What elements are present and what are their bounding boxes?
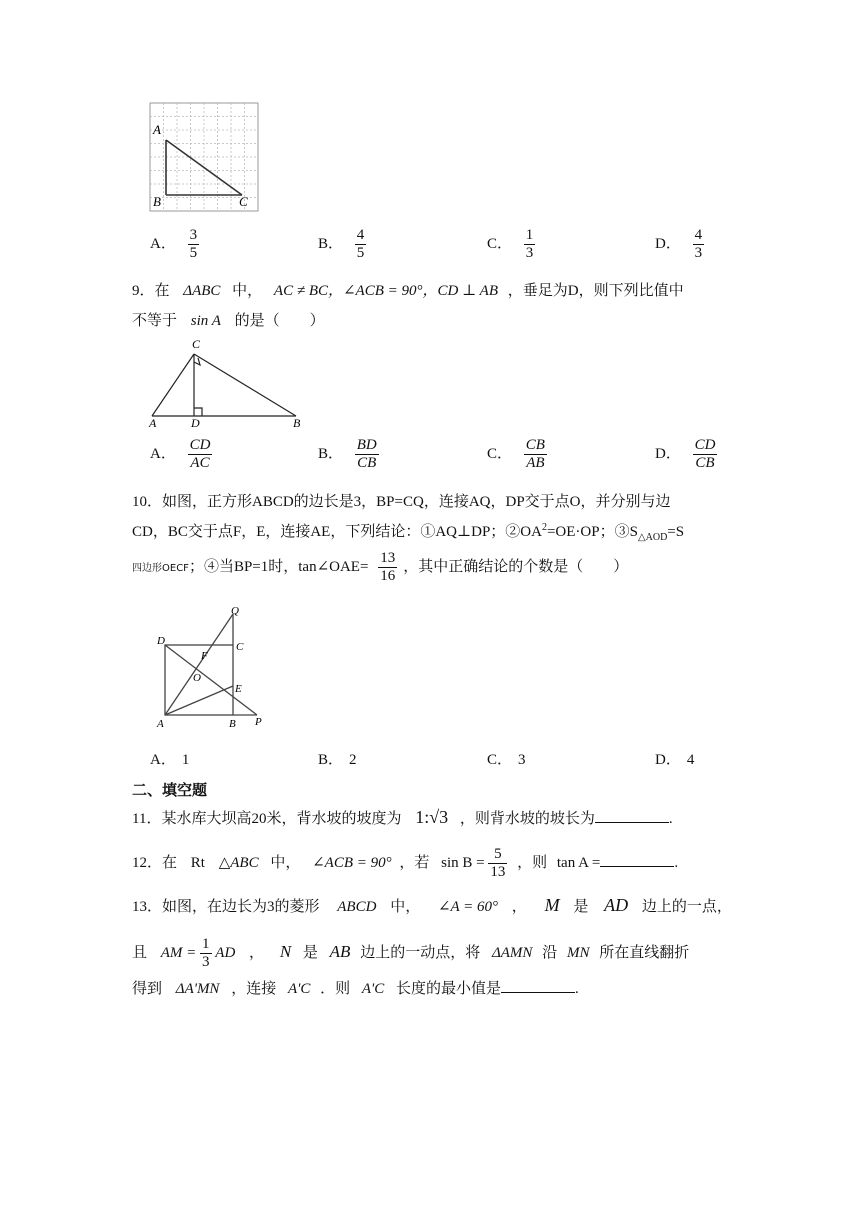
q10-stem-line3: 四边形OECF；④当BP=1时，tan∠OAE= $\frac{13}{16}$ ，其中正确结论的个数是（ ）	[132, 550, 629, 585]
q10-label-f: F	[201, 650, 208, 662]
q8-option-a[interactable]: A． $\frac{3}{5}$	[150, 227, 198, 262]
q9-stem-line1: 9．在 ΔABC 中， AC ≠ BC，∠ACB = 90°，CD ⊥ AB ，垂足为D，则下列比值中	[132, 283, 684, 299]
q9-label-a: A	[149, 416, 157, 430]
q13-answer-blank[interactable]	[501, 978, 575, 993]
q8-label-b: B	[153, 194, 161, 209]
q10-option-a[interactable]: A． 1	[150, 752, 190, 768]
q10-label-e: E	[235, 683, 242, 695]
q10-stem-line2: CD，BC交于点F，E，连接AE，下列结论：①AQ⊥DP；$②OA^2=OE\cdot OP$；$③S_{\triangle AOD}=S$	[132, 522, 685, 543]
q13-stem-line3: 得到 ΔA'MN ，连接 A'C ．则 A'C 长度的最小值是 .	[132, 977, 579, 998]
q8-option-b[interactable]: B． $\frac{4}{5}$	[318, 227, 365, 262]
q10-square-figure	[155, 604, 280, 734]
q10-label-d: D	[157, 635, 165, 647]
q10-option-b[interactable]: B． 2	[318, 752, 357, 768]
q10-label-q: Q	[231, 605, 239, 617]
q8-label-a: A	[153, 122, 161, 137]
q9-triangle-figure	[146, 334, 306, 430]
q13-stem-line2: 且 AM = $\frac{1}{3}$ AD ， N 是 AB 边上的一动点，将 ΔAMN 沿 MN 所在直线翻折	[132, 936, 690, 971]
q12-stem: 12．在 Rt △ABC 中， ∠ACB = 90° ，若 sin B = $\frac{5}{13}$ ，则 tan A = .	[132, 846, 679, 881]
q10-stem-line1: 10．如图，正方形ABCD的边长是3，BP=CQ，连接AQ，DP交于点O，并分别与边	[132, 494, 671, 510]
q8-option-d[interactable]: D． $\frac{4}{3}$	[655, 227, 703, 262]
q9-option-b[interactable]: B． $\frac{BD}{CB}$	[318, 437, 377, 472]
q10-option-d[interactable]: D． 4	[655, 752, 695, 768]
q10-label-a: A	[157, 718, 164, 730]
q13-stem-line1: 13．如图，在边长为3的菱形 ABCD 中， ∠A = 60° ， M 是 AD 边上的一点，	[132, 895, 732, 915]
q9-stem-line2: 不等于 sin A 的是（ ）	[132, 313, 325, 329]
section-heading-fill-in: 二、填空题	[132, 781, 208, 799]
q11-answer-blank[interactable]	[595, 808, 669, 823]
q9-label-b: B	[293, 416, 301, 430]
q8-option-c[interactable]: C． $\frac{1}{3}$	[487, 227, 534, 262]
q8-label-c: C	[239, 194, 248, 209]
q9-option-a[interactable]: A． $\frac{CD}{AC}$	[150, 437, 211, 472]
q10-label-b: B	[229, 718, 236, 730]
q9-option-d[interactable]: D． $\frac{CD}{CB}$	[655, 437, 716, 472]
q8-grid-figure	[147, 100, 262, 215]
q10-label-c: C	[236, 641, 244, 653]
q9-option-c[interactable]: C． $\frac{CB}{AB}$	[487, 437, 545, 472]
q11-stem: 11．某水库大坝高20米，背水坡的坡度为 1:√3 ，则背水坡的坡长为 .	[132, 807, 673, 827]
q10-option-c[interactable]: C． 3	[487, 752, 526, 768]
q9-label-d: D	[191, 416, 200, 430]
q9-label-c: C	[192, 337, 201, 351]
q10-label-o: O	[193, 672, 201, 684]
q12-answer-blank[interactable]	[600, 852, 674, 867]
q10-label-p: P	[255, 716, 262, 728]
